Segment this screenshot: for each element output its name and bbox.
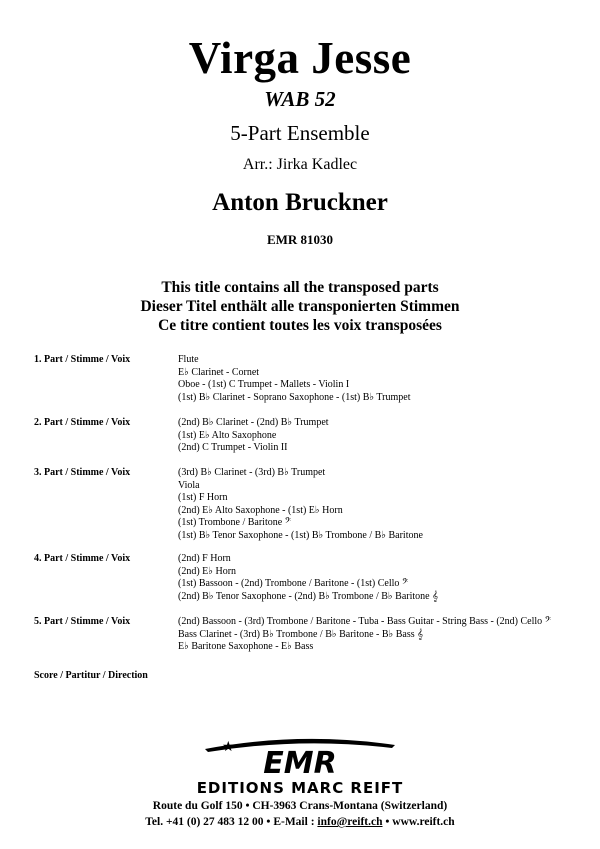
logo-star-icon: ★ [222, 739, 235, 755]
publisher-logo [0, 735, 600, 795]
instrument-line: Bass Clarinet - (3rd) B♭ Trombone / B♭ Baritone - B♭ Bass 𝄞 [178, 628, 424, 640]
composer-name: Anton Bruckner [212, 189, 388, 216]
transposed-notice-en: This title contains all the transposed parts [161, 279, 439, 296]
publisher-address: Route du Golf 150 • CH-3963 Crans-Montana (Switzerland) [152, 800, 448, 812]
logo-publisher-name: EDITIONS MARC REIFT [196, 779, 404, 795]
instrument-line: Viola [178, 479, 200, 491]
score-label: Score / Partitur / Direction [34, 670, 148, 681]
part-instruments [178, 417, 329, 455]
catalog-number: EMR 81030 [266, 232, 334, 247]
instrument-line: Flute [178, 354, 199, 365]
instrument-line: (1st) Trombone / Baritone 𝄢 [178, 517, 292, 528]
instrument-line: (2nd) B♭ Clarinet - (2nd) B♭ Trumpet [178, 417, 329, 428]
part-instruments [178, 616, 551, 654]
instrument-line: (1st) E♭ Alto Saxophone [178, 429, 277, 441]
part-instruments [178, 553, 438, 603]
transposed-notice-fr: Ce titre contient toutes les voix transposées [158, 317, 442, 334]
instrument-line: E♭ Clarinet - Cornet [178, 366, 260, 378]
instrument-line: (1st) Bassoon - (2nd) Trombone / Baritone - (1st) Cello 𝄢 [178, 578, 409, 589]
instrument-line: (1st) B♭ Clarinet - Soprano Saxophone - (1st) B♭ Trumpet [178, 391, 411, 403]
instrument-line: (1st) B♭ Tenor Saxophone - (1st) B♭ Trombone / B♭ Baritone [178, 529, 423, 541]
work-number: WAB 52 [264, 87, 336, 111]
part-instruments [178, 354, 410, 404]
part-label: 5. Part / Stimme / Voix [34, 616, 131, 627]
publisher-phone: Tel. +41 (0) 27 483 12 00 • E-Mail : [145, 816, 318, 828]
part-label: 2. Part / Stimme / Voix [34, 417, 131, 428]
arranger-credit: Arr.: Jirka Kadlec [242, 156, 358, 173]
instrument-line: (2nd) Bassoon - (3rd) Trombone / Baritone - Tuba - Bass Guitar - String Bass - (2nd) Cello 𝄢 [178, 616, 552, 627]
publisher-contact [0, 815, 600, 830]
instrument-line: (2nd) F Horn [178, 553, 231, 564]
instrument-line: (1st) F Horn [178, 492, 228, 503]
email-link[interactable]: info@reift.ch [317, 816, 383, 828]
part-instruments [178, 467, 423, 542]
part-label: 1. Part / Stimme / Voix [34, 354, 131, 365]
part-label: 3. Part / Stimme / Voix [34, 467, 131, 478]
instrument-line: E♭ Baritone Saxophone - E♭ Bass [178, 641, 314, 652]
ensemble-label: 5-Part Ensemble [230, 121, 370, 145]
score-title: Virga Jesse [188, 33, 412, 83]
instrument-line: (2nd) E♭ Alto Saxophone - (1st) E♭ Horn [178, 504, 343, 516]
instrument-line: (3rd) B♭ Clarinet - (3rd) B♭ Trumpet [178, 467, 326, 478]
instrument-line: (2nd) B♭ Tenor Saxophone - (2nd) B♭ Trombone / B♭ Baritone 𝄞 [178, 590, 438, 602]
transposed-notice-de: Dieser Titel enthält alle transponierten Stimmen [140, 298, 460, 315]
instrument-line: Oboe - (1st) C Trumpet - Mallets - Violin I [178, 379, 350, 390]
part-label: 4. Part / Stimme / Voix [34, 553, 131, 564]
website-text: • www.reift.ch [382, 816, 455, 828]
logo-emr-text: EMR [263, 746, 337, 781]
instrument-line: (2nd) C Trumpet - Violin II [178, 442, 288, 453]
instrument-line: (2nd) E♭ Horn [178, 565, 237, 577]
transposed-notice [0, 278, 600, 335]
